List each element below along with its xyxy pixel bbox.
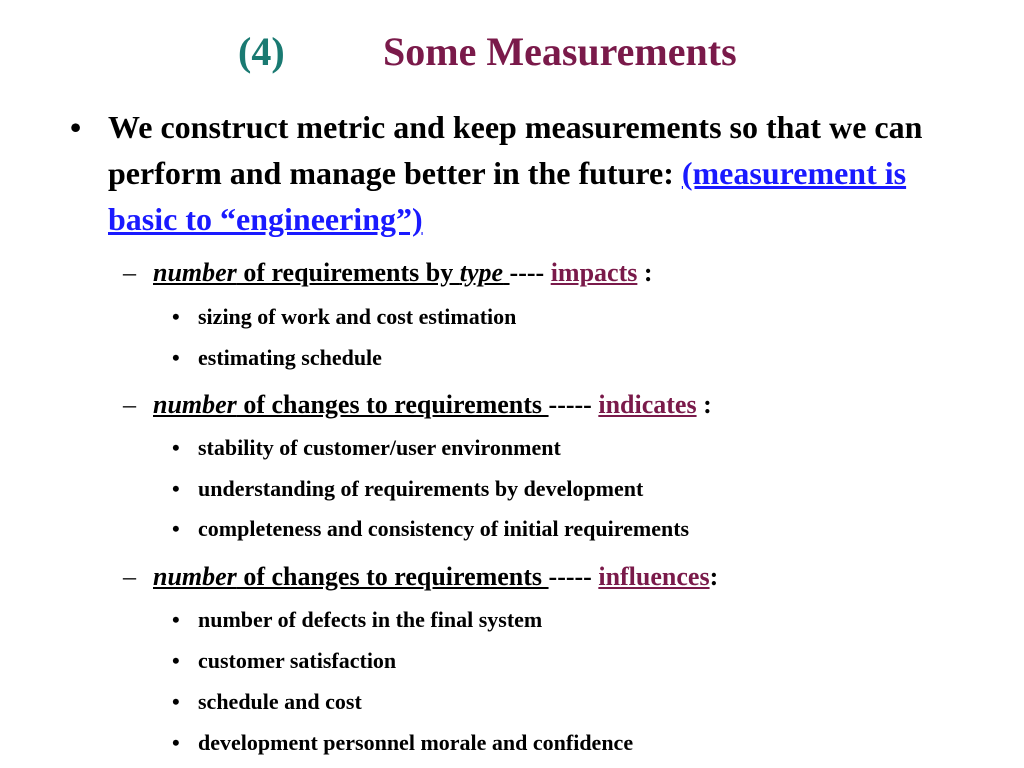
heading-middle: of changes to requirements [236,562,549,591]
title-number: (4) [238,29,285,74]
item-marker: • [172,689,180,714]
item-marker: • [172,476,180,501]
item-marker: • [172,435,180,460]
suffix: : [696,390,712,419]
item-marker: • [172,730,180,755]
item-text: schedule and cost [198,689,362,714]
section-impacts [123,257,653,289]
heading-middle: of changes to requirements [236,390,549,419]
dash-marker: – [123,562,136,591]
italic-type: type [459,258,504,287]
list-item [172,515,690,543]
item-text: stability of customer/user environment [198,435,561,460]
item-text: sizing of work and cost estimation [198,304,517,329]
italic-number: number [153,562,237,591]
keyword-indicates[interactable]: indicates [598,390,697,419]
list-item [172,647,397,675]
item-text: development personnel morale and confidence [198,730,634,755]
item-text: number of defects in the final system [198,607,543,632]
separator: ----- [548,390,592,419]
suffix: : [637,258,653,287]
item-marker: • [172,304,180,329]
heading-middle: of requirements by [236,258,460,287]
section-influences [123,561,719,593]
list-item [172,729,634,757]
item-marker: • [172,648,180,673]
item-text: customer satisfaction [198,648,397,673]
list-item [172,475,644,503]
keyword-influences[interactable]: influences [598,562,710,591]
list-item [172,688,362,716]
separator: ---- [509,258,545,287]
list-item [172,434,561,462]
item-text: completeness and consistency of initial requirements [198,516,690,541]
list-item [172,606,543,634]
slide-title [0,27,1024,77]
item-marker: • [172,516,180,541]
italic-number: number [153,258,237,287]
italic-number: number [153,390,237,419]
item-text: estimating schedule [198,345,382,370]
item-marker: • [172,345,180,370]
main-bullet-text: We construct metric and keep measurements so that we can perform and manage better in the future: [108,109,923,191]
list-item [172,344,382,372]
dash-marker: – [123,390,136,419]
keyword-impacts[interactable]: impacts [550,258,638,287]
separator: ----- [548,562,592,591]
item-text: understanding of requirements by development [198,476,644,501]
section-heading [153,390,549,419]
item-marker: • [172,607,180,632]
suffix: : [709,562,719,591]
list-item [172,303,517,331]
bullet-marker: • [70,109,82,145]
section-heading [153,562,549,591]
main-bullet [70,104,958,242]
title-text: Some Measurements [383,29,737,74]
section-indicates [123,389,712,421]
dash-marker: – [123,258,136,287]
section-heading [153,258,510,287]
engineering-link[interactable]: (measurement is basic to “engineering”) [108,155,907,237]
